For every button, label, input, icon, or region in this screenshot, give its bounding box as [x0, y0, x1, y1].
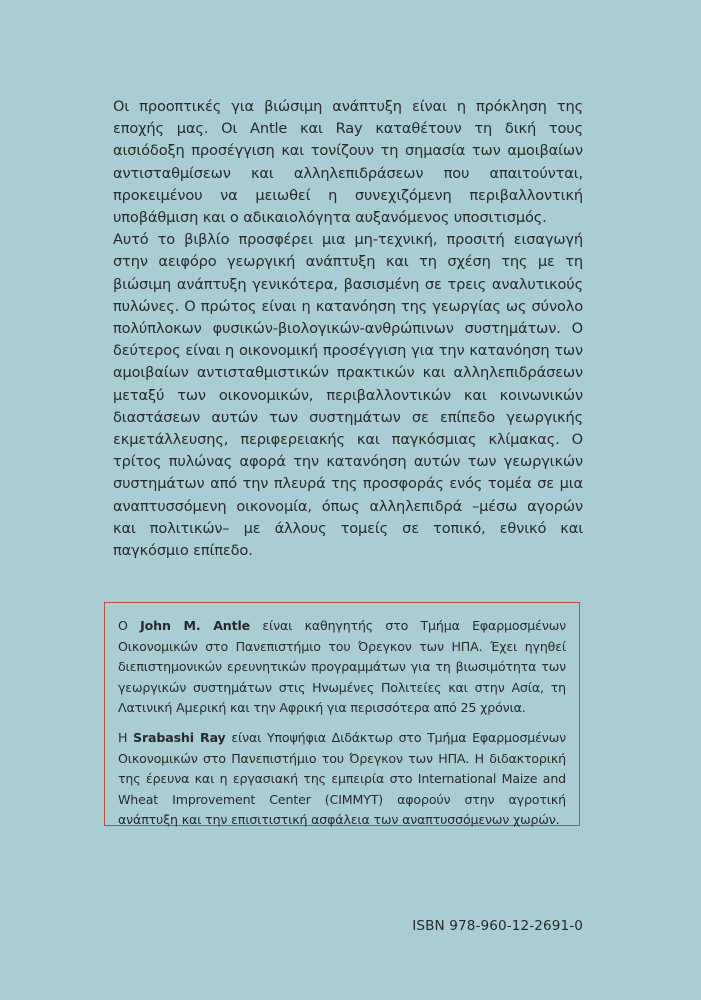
- description-paragraph-1: Οι προοπτικές για βιώσιμη ανάπτυξη είναι η πρόκληση της εποχής μας. Οι Antle και Ray καταθέτουν τη δική τους αισιόδοξη προσέγγιση και τονίζουν τη σημασία των αμοιβαίων αντισταθμίσεων και αλληλεπιδράσεων που απαιτούνται, προκειμένου να μειωθεί η συνεχιζόμενη περιβαλλοντική υποβάθμιση και ο αδικαιολόγητα αυξανόμενος υποσιτισμός.: [113, 98, 583, 227]
- ray-bio: [118, 728, 566, 831]
- isbn-number: ISBN 978-960-12-2691-0: [412, 918, 583, 934]
- antle-bio-text: είναι καθηγητής στο Τμήμα Εφαρμοσμένων Οικονομικών στο Πανεπιστήμιο του Όρεγκον των ΗΠΑ. Έχει ηγηθεί διεπιστημονικών ερευνητικών προγραμμάτων για τη βιωσιμότητα των γεωργικών συστημάτων στις Ηνωμένες Πολιτείες και στην Ασία, τη Λατινική Αμερική και την Αφρική για περισσότερα από 25 χρόνια.: [118, 618, 566, 716]
- antle-prefix: Ο: [118, 618, 141, 633]
- book-description: [113, 96, 583, 562]
- antle-bio: [118, 616, 566, 719]
- description-paragraph-2: Αυτό το βιβλίο προσφέρει μια μη-τεχνική, προσιτή εισαγωγή στην αειφόρο γεωργική ανάπτυξη και τη σχέση της με τη βιώσιμη ανάπτυξη γενικότερα, βασισμένη σε τρεις αναλυτικούς πυλώνες. Ο πρώτος είναι η κατανόηση της γεωργίας ως σύνολο πολύπλοκων φυσικών-βιολογικών-ανθρώπινων συστημάτων. Ο δεύτερος είναι η οικονομική προσέγγιση για την κατανόηση των αμοιβαίων αντισταθμιστικών πρακτικών και αλληλεπιδράσεων μεταξύ των οικονομικών, περιβαλλοντικών και κοινωνικών διαστάσεων αυτών των συστημάτων σε επίπεδο γεωργικής εκμετάλλευσης, περιφερειακής και παγκόσμιας κλίμακας. Ο τρίτος πυλώνας αφορά την κατανόηση αυτών των γεωργικών συστημάτων από την πλευρά της προσφοράς ενός τομέα σε μια αναπτυσσόμενη οικονομία, όπως αλληλεπιδρά –μέσω αγορών και πολιτικών– με άλλους τομείς σε τοπικό, εθνικό και παγκόσμιο επίπεδο.: [113, 231, 583, 560]
- ray-prefix: Η: [118, 729, 134, 745]
- ray-bio-text: είναι Υποψήφια Διδάκτωρ στο Τμήμα Εφαρμοσμένων Οικονομικών στο Πανεπιστήμιο του Όρεγκον των ΗΠΑ. Η διδακτορική της έρευνα και η εργασιακή της εμπειρία στο International Maize and Wheat Improvement Center (CIMMYT) αφορούν στην αγροτική ανάπτυξη και την επισιτιστική ασφάλεια των αναπτυσσόμενων χωρών.: [118, 729, 566, 828]
- antle-name: John M. Antle: [140, 618, 251, 633]
- ray-name: Srabashi Ray: [133, 729, 226, 745]
- author-bio-box: [104, 602, 580, 826]
